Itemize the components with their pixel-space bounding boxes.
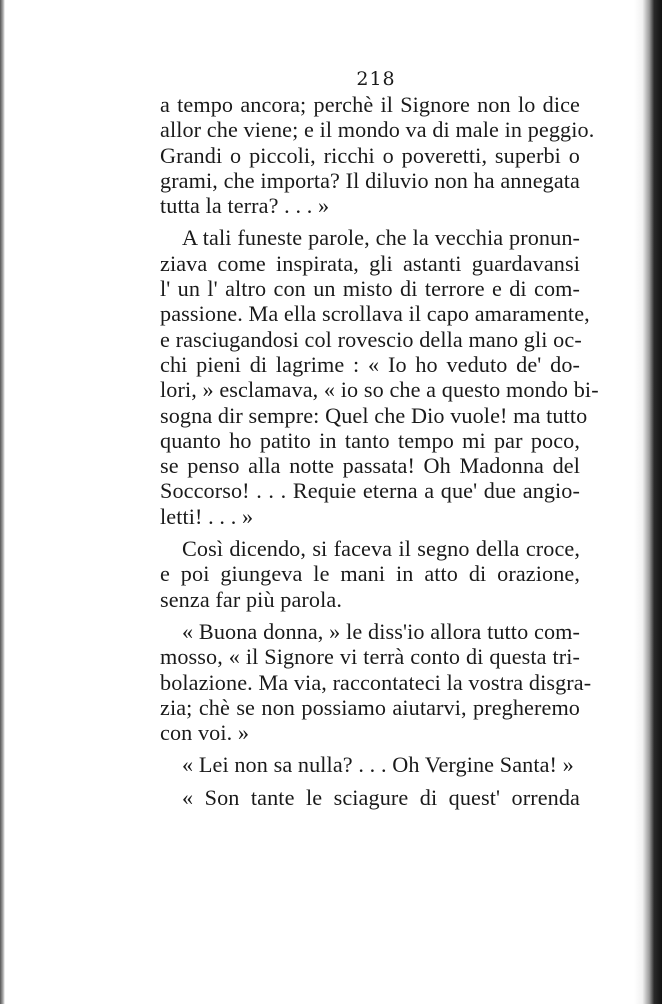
text-line: senza far più parola. [160,586,342,612]
page-number: 218 [356,68,396,90]
text-line: con voi. » [160,720,250,746]
page-edge-shadow [634,0,662,1004]
text-line: quanto ho patito in tanto tempo mi par poco, [160,427,580,453]
text-line: se penso alla notte passata! Oh Madonna del [160,453,580,479]
page-text-body [160,92,599,810]
text-line: A tali funeste parole, che la vecchia pronun- [182,225,580,251]
paragraph [160,225,599,529]
paragraph [160,92,595,219]
text-line: passione. Ma ella scrollava il capo amaramente, [160,301,590,327]
text-line: « Son tante le sciagure di quest' orrenda [182,784,580,810]
text-line: tutta la terra? . . . » [160,193,330,219]
text-line: Grandi o piccoli, ricchi o poveretti, superbi o [160,142,580,168]
text-line: sogna dir sempre: Quel che Dio vuole! ma tutto [160,402,588,428]
text-line: mosso, « il Signore vi terrà conto di questa tri- [160,644,580,670]
text-line: zia; chè se non possiamo aiutarvi, pregheremo [160,694,580,720]
text-line: ziava come inspirata, gli astanti guardavansi [160,250,580,276]
book-page [160,66,599,810]
text-line: grami, che importa? Il diluvio non ha annegata [160,167,580,193]
paragraph-gap [160,218,580,225]
paragraph [160,618,592,746]
paragraph [160,785,580,810]
text-line: bolazione. Ma via, raccontateci la vostra disgra- [160,669,592,695]
text-line: chi pieni di lagrime : « Io ho veduto de' do- [160,351,580,377]
text-line: lori, » esclamava, « io so che a questo mondo bi- [160,377,599,403]
paragraph-gap [160,778,580,785]
text-line: « Lei non sa nulla? . . . Oh Vergine Santa! » [182,752,574,778]
text-line: e poi giungeva le mani in atto di orazione, [160,561,580,587]
text-line: letti! . . . » [160,503,254,529]
paragraph-gap [160,529,580,536]
text-line: Soccorso! . . . Requie eterna a que' due angio- [160,478,580,504]
paragraph [160,536,580,612]
paragraph-gap [160,745,580,752]
paragraph [160,752,580,777]
text-line: « Buona donna, » le diss'io allora tutto com- [182,618,580,644]
text-line: Così dicendo, si faceva il segno della croce, [182,536,580,562]
paragraph-gap [160,612,580,619]
text-line: e rasciugandosi col rovescio della mano gli oc- [160,326,582,352]
book-spine-shadow [0,0,5,1004]
text-line: l' un l' altro con un misto di terrore e di com- [160,276,580,302]
text-line: allor che viene; e il mondo va di male in peggio. [160,117,595,143]
text-line: a tempo ancora; perchè il Signore non lo dice [160,92,580,117]
